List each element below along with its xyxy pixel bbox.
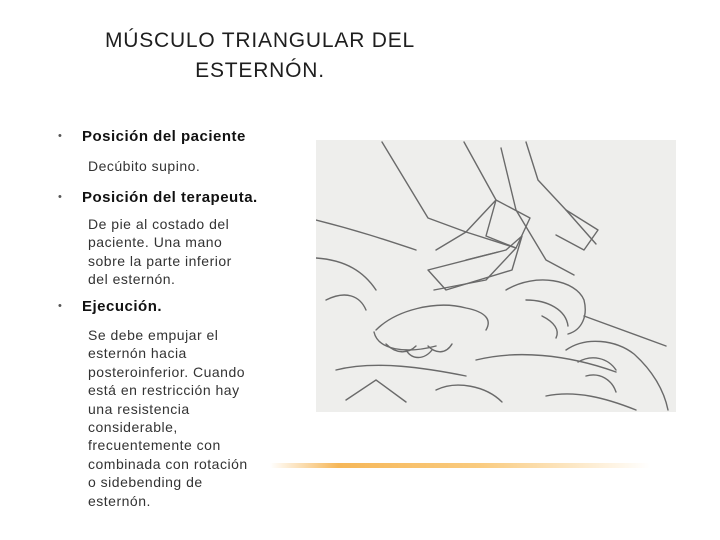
text-line: posteroinferior. Cuando	[88, 363, 246, 380]
text-line: considerable,	[88, 419, 178, 436]
bullet-text-execution	[88, 326, 278, 510]
bullet-text-patient-position	[88, 157, 278, 175]
bullet-text-therapist-position	[88, 215, 278, 289]
text-line: esternón.	[88, 492, 151, 509]
text-line: paciente. Una mano	[88, 234, 223, 251]
accent-divider	[270, 463, 650, 468]
bullet-marker: •	[58, 130, 63, 142]
bullet-marker: •	[58, 300, 63, 312]
text-line: De pie al costado del	[88, 216, 230, 232]
text-line: Decúbito supino.	[88, 158, 201, 174]
text-line: sobre la parte inferior	[88, 252, 232, 269]
text-line: Se debe empujar el	[88, 327, 219, 343]
hand-on-sternum-drawing-icon	[316, 140, 676, 412]
bullet-label: Posición del paciente	[82, 128, 246, 145]
text-line: combinada con rotación	[88, 455, 248, 472]
text-line: o sidebending de	[88, 474, 203, 491]
bullet-label: Posición del terapeuta.	[82, 189, 258, 206]
bullet-marker: •	[58, 191, 63, 203]
text-line: una resistencia	[88, 400, 190, 417]
text-line: del esternón.	[88, 271, 176, 288]
technique-illustration	[316, 140, 676, 412]
title-line-1: MÚSCULO TRIANGULAR DEL	[104, 29, 416, 52]
bullet-label: Ejecución.	[82, 298, 163, 315]
title-line-2: ESTERNÓN.	[195, 59, 325, 82]
text-line: frecuentemente con	[88, 437, 221, 454]
text-line: esternón hacia	[88, 345, 187, 362]
slide-title	[60, 26, 460, 86]
text-line: está en restricción hay	[88, 382, 240, 399]
